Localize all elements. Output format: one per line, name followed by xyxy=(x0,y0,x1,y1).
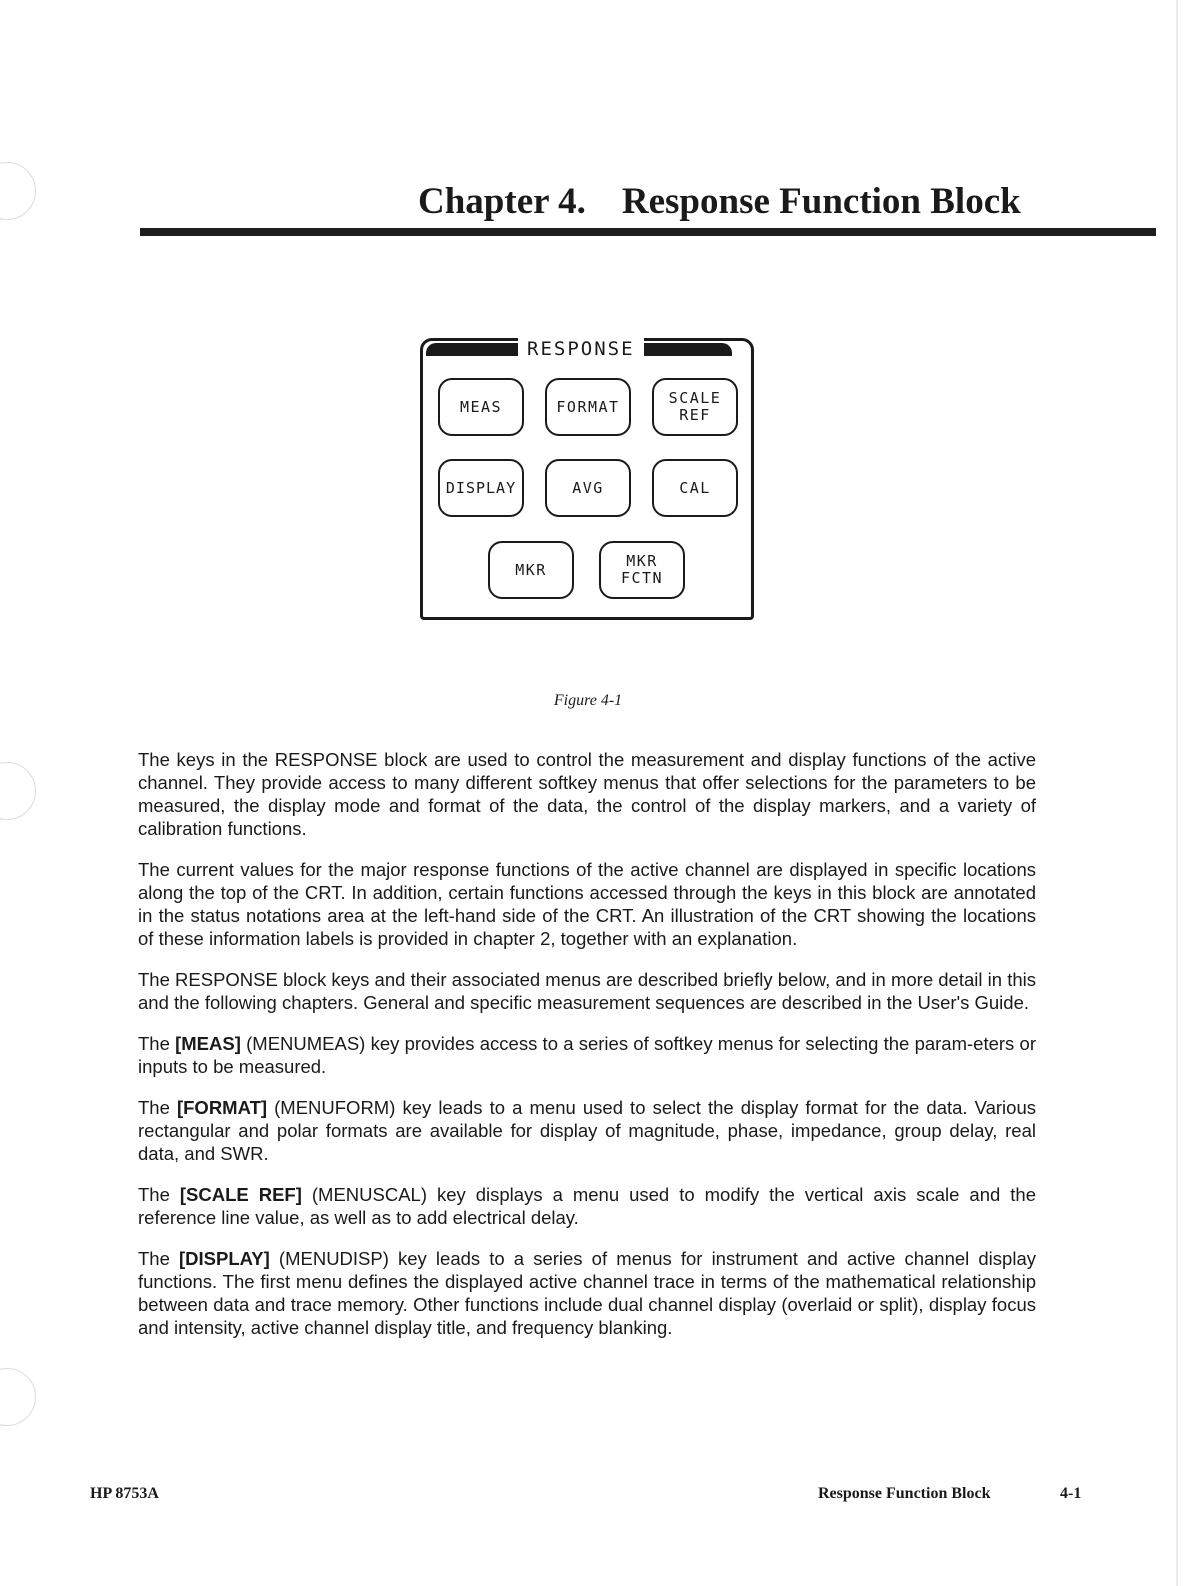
figure-caption: Figure 4-1 xyxy=(553,692,623,709)
display-key[interactable]: DISPLAY xyxy=(438,459,524,517)
paragraph-prefix: The xyxy=(138,1097,177,1118)
paragraph-prefix: The xyxy=(138,1033,176,1054)
format-key[interactable]: FORMAT xyxy=(545,378,631,436)
meas-key-reference: [MEAS] xyxy=(175,1033,241,1054)
paragraph-text: (MENUFORM) key leads to a menu used to select the display format for the data. Various rectangular and polar formats are available for display of magnitude, phase, impedance, group delay, real data, and SWR. xyxy=(138,1097,1036,1164)
paragraph-text: (MENUSCAL) key displays a menu used to modify the vertical axis scale and the reference line value, as well as to add electrical delay. xyxy=(138,1184,1036,1228)
response-key-panel xyxy=(420,338,754,620)
meas-key[interactable]: MEAS xyxy=(438,378,524,436)
panel-label: RESPONSE xyxy=(518,338,644,360)
body-text xyxy=(138,748,1036,1357)
title-rule xyxy=(140,228,1156,236)
paragraph-prefix: The xyxy=(138,1248,179,1269)
paragraph xyxy=(138,1032,1036,1078)
paragraph: The RESPONSE block keys and their associated menus are described briefly below, and in more detail in this and the following chapters. General and specific measurement sequences are described in the User's Guide. xyxy=(138,969,1036,1013)
chapter-title: Response Function Block xyxy=(621,181,1021,222)
paragraph: The keys in the RESPONSE block are used to control the measurement and display functions of the active channel. They provide access to many different softkey menus that offer selections for the parameters to be measured, the display mode and format of the data, the control of the display markers, and a variety of calibration functions. xyxy=(138,749,1036,839)
binder-hole xyxy=(0,1368,36,1426)
panel-header-bar xyxy=(426,343,518,356)
display-key-reference: [DISPLAY] xyxy=(179,1248,270,1269)
footer-section: Response Function Block xyxy=(818,1485,991,1502)
paragraph-text: (MENUDISP) key leads to a series of menus for instrument and active channel display functions. The first menu defines the displayed active channel trace in terms of the mathematical relationship between data and trace memory. Other functions include dual channel display (overlaid or split), display focus and intensity, active channel display title, and frequency blanking. xyxy=(138,1248,1036,1338)
chapter-heading xyxy=(418,180,1021,223)
cal-key[interactable]: CAL xyxy=(652,459,738,517)
paragraph xyxy=(138,1247,1036,1339)
binder-hole xyxy=(0,762,36,820)
panel-header-bar xyxy=(644,343,732,356)
mkr-fctn-key[interactable]: MKR FCTN xyxy=(599,541,685,599)
mkr-key[interactable]: MKR xyxy=(488,541,574,599)
format-key-reference: [FORMAT] xyxy=(176,1097,268,1118)
avg-key[interactable]: AVG xyxy=(545,459,631,517)
footer-model: HP 8753A xyxy=(90,1485,159,1502)
chapter-number: Chapter 4. xyxy=(418,181,586,222)
scale-ref-key-reference: [SCALE REF] xyxy=(179,1184,302,1205)
footer-page-number: 4-1 xyxy=(1060,1485,1082,1502)
scale-ref-key[interactable]: SCALE REF xyxy=(652,378,738,436)
paragraph xyxy=(138,1096,1036,1165)
binder-hole xyxy=(0,162,36,220)
page-edge xyxy=(1176,0,1178,1586)
paragraph-prefix: The xyxy=(138,1184,180,1205)
paragraph: The current values for the major response functions of the active channel are displayed in specific locations along the top of the CRT. In addition, certain functions accessed through the keys in this block are annotated in the status notations area at the left-hand side of the CRT. An illustration of the CRT showing the locations of these information labels is provided in chapter 2, together with an explanation. xyxy=(138,859,1036,949)
paragraph-text: (MENUMEAS) key provides access to a series of softkey menus for selecting the param-eters or inputs to be measured. xyxy=(138,1033,1036,1077)
panel-header xyxy=(420,338,754,360)
paragraph xyxy=(138,1183,1036,1229)
